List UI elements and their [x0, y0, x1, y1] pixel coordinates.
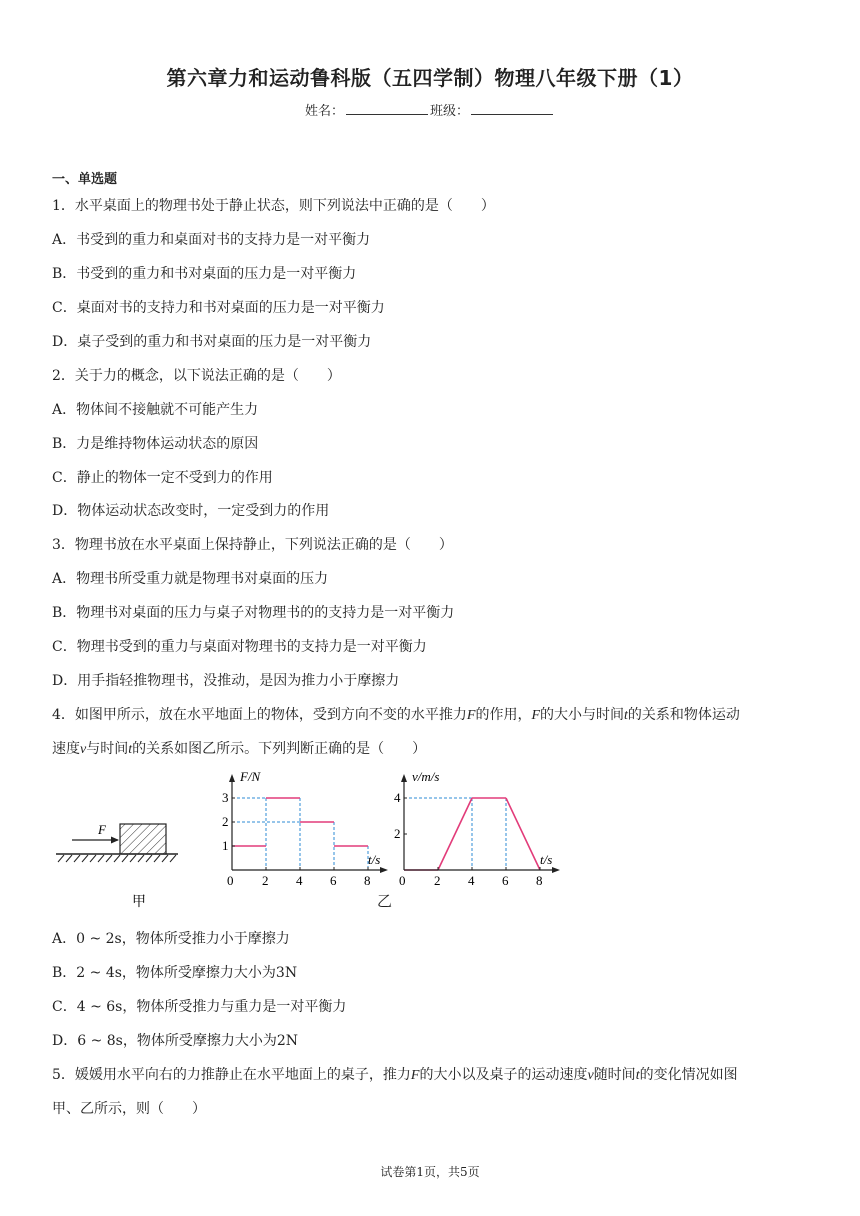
page-title: 第六章力和运动鲁科版（五四学制）物理八年级下册（1） — [166, 66, 694, 90]
label-yi: 乙 — [377, 892, 393, 910]
class-label: 班级： — [430, 104, 470, 119]
x-tick-label: 2 — [434, 873, 441, 888]
class-blank — [471, 102, 553, 115]
f-t-axis-title: t/s — [368, 852, 381, 867]
q4-stem-line1: 4．如图甲所示，放在水平地面上的物体，受到方向不变的水平推力F的作用，F的大小与时间t的关系和物体运动 — [52, 707, 740, 723]
q1-option-c: C．桌面对书的支持力和书对桌面的压力是一对平衡力 — [52, 300, 385, 316]
page-footer: 试卷第1页，共5页 — [380, 1165, 480, 1179]
block — [120, 824, 166, 854]
q1-stem: 1．水平桌面上的物理书处于静止状态，则下列说法中正确的是（ ） — [52, 198, 495, 214]
q3-option-b: B．物理书对桌面的压力与桌子对物理书的的支持力是一对平衡力 — [52, 605, 455, 621]
f-y-axis-arrow — [229, 774, 235, 782]
figure-jia-block-diagram — [52, 812, 182, 912]
y-tick-label: 1 — [222, 838, 229, 853]
series-segment — [438, 798, 472, 870]
series-segment — [506, 798, 540, 870]
q4-option-c: C．4 ~ 6s，物体所受推力与重力是一对平衡力 — [52, 999, 347, 1015]
f-x-axis-arrow — [380, 867, 388, 873]
q4-option-b: B．2 ~ 4s，物体所受摩擦力大小为3N — [52, 965, 298, 981]
q2-option-c: C．静止的物体一定不受到力的作用 — [52, 470, 273, 486]
v-y-axis-arrow — [401, 774, 407, 782]
f-axis-title: F/N — [240, 769, 261, 784]
q5-stem-line1: 5．媛媛用水平向右的力推静止在水平地面上的桌子，推力F的大小以及桌子的运动速度v随时间t的变化情况如图 — [52, 1067, 738, 1083]
q3-option-d: D．用手指轻推物理书，没推动，是因为推力小于摩擦力 — [52, 673, 400, 689]
q5-stem-line2: 甲、乙所示，则（ ） — [52, 1101, 206, 1117]
name-blank — [346, 102, 428, 115]
force-label: F — [98, 822, 106, 837]
x-tick-label: 4 — [468, 873, 475, 888]
force-arrow-head — [111, 837, 119, 844]
label-jia: 甲 — [132, 895, 146, 910]
f-origin-label: 0 — [227, 873, 234, 888]
q3-option-c: C．物理书受到的重力与桌面对物理书的支持力是一对平衡力 — [52, 639, 427, 655]
chart-force-time — [220, 768, 390, 890]
y-tick-label: 4 — [394, 790, 401, 805]
q1-option-a: A．书受到的重力和桌面对书的支持力是一对平衡力 — [52, 232, 371, 248]
q3-stem: 3．物理书放在水平桌面上保持静止，下列说法正确的是（ ） — [52, 537, 453, 553]
v-x-axis-arrow — [552, 867, 560, 873]
q3-option-a: A．物理书所受重力就是物理书对桌面的压力 — [52, 571, 329, 587]
student-info-line — [0, 100, 860, 119]
v-axis-title: v/m/s — [412, 769, 440, 784]
name-label: 姓名： — [304, 104, 344, 119]
v-origin-label: 0 — [399, 873, 406, 888]
x-tick-label: 2 — [262, 873, 269, 888]
ground-hatching — [58, 855, 176, 862]
y-tick-label: 3 — [222, 790, 229, 805]
y-tick-label: 2 — [222, 814, 229, 829]
q1-option-b: B．书受到的重力和书对桌面的压力是一对平衡力 — [52, 266, 357, 282]
x-tick-label: 4 — [296, 873, 303, 888]
q4-option-a: A．0 ~ 2s，物体所受推力小于摩擦力 — [52, 931, 290, 947]
x-tick-label: 6 — [330, 873, 337, 888]
x-tick-label: 6 — [502, 873, 509, 888]
q2-option-d: D．物体运动状态改变时，一定受到力的作用 — [52, 503, 330, 519]
q2-option-a: A．物体间不接触就不可能产生力 — [52, 402, 259, 418]
q1-option-d: D．桌子受到的重力和书对桌面的压力是一对平衡力 — [52, 334, 372, 350]
chart-velocity-time — [392, 768, 562, 890]
v-t-axis-title: t/s — [540, 852, 553, 867]
q2-option-b: B．力是维持物体运动状态的原因 — [52, 436, 259, 452]
y-tick-label: 2 — [394, 826, 401, 841]
section-heading: 一、单选题 — [52, 172, 118, 187]
q4-option-d: D．6 ~ 8s，物体所受摩擦力大小为2N — [52, 1033, 299, 1049]
q2-stem: 2．关于力的概念，以下说法正确的是（ ） — [52, 368, 341, 384]
x-tick-label: 8 — [536, 873, 543, 888]
x-tick-label: 8 — [364, 873, 371, 888]
q4-stem-line2: 速度v与时间t的关系如图乙所示。下列判断正确的是（ ） — [52, 741, 427, 757]
